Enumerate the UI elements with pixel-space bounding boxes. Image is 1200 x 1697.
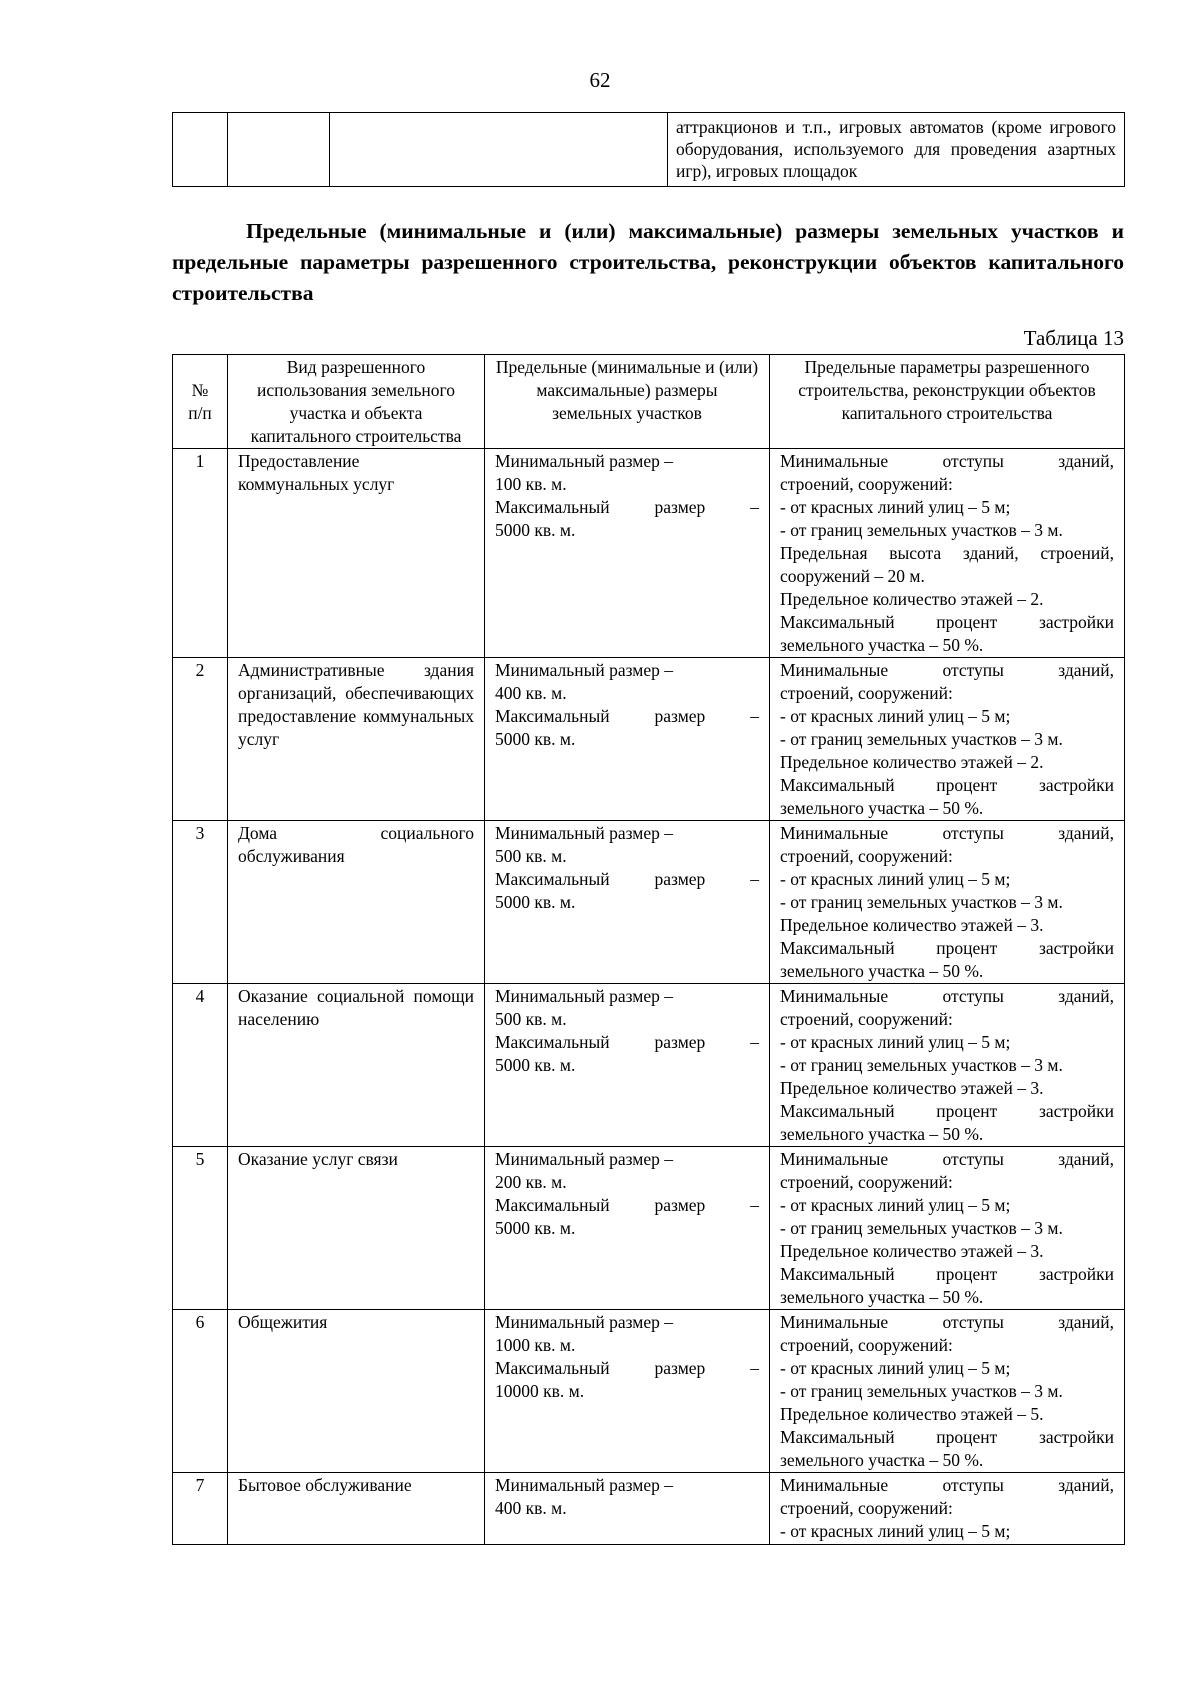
cell-params: [770, 1473, 1125, 1545]
table-row: [173, 113, 1125, 187]
cell-use: [228, 1473, 485, 1545]
cell-use-text: Бытовое обслуживание: [238, 1475, 412, 1495]
cell-params-line: Предельное количество этажей – 2.: [780, 589, 1044, 609]
cell-params-line: Минимальные отступы зданий,: [780, 823, 1114, 843]
cell-params-line: Максимальный процент застройки: [780, 938, 1114, 958]
cell-params-line: - от границ земельных участков – 3 м.: [780, 892, 1063, 912]
cell-params-line: Минимальные отступы зданий,: [780, 986, 1114, 1006]
cell-params: [770, 658, 1125, 821]
cell-size-line: Минимальный размер –: [495, 986, 674, 1006]
table-row: [173, 821, 1125, 984]
cell-use-text: Оказание услуг связи: [238, 1149, 398, 1169]
cell-params-line: - от границ земельных участков – 3 м.: [780, 729, 1063, 749]
cell-params-line: Предельное количество этажей – 2.: [780, 752, 1044, 772]
cell-use: [228, 1310, 485, 1473]
continuation-table: [172, 112, 1125, 187]
cell-size-line: Минимальный размер –: [495, 1149, 674, 1169]
cell-size-line: 5000 кв. м.: [495, 1055, 576, 1075]
cell-size: [485, 1147, 770, 1310]
cell-params-line: Максимальный процент застройки: [780, 1427, 1114, 1447]
continuation-text: аттракционов и т.п., игровых автоматов (кроме игрового оборудования, используемого для проведения азартных игр), игровых площадок: [668, 113, 1125, 187]
empty-cell: [173, 113, 228, 187]
cell-num: 4: [173, 984, 228, 1147]
cell-size-line: 500 кв. м.: [495, 846, 567, 866]
cell-num: 5: [173, 1147, 228, 1310]
cell-size-line: 400 кв. м.: [495, 1498, 567, 1518]
cell-size: [485, 658, 770, 821]
cell-params-line: - от красных линий улиц – 5 м;: [780, 1032, 1011, 1052]
limits-table: [172, 354, 1125, 1545]
cell-params-line: Минимальные отступы зданий,: [780, 1149, 1114, 1169]
table-header-row: [173, 355, 1125, 449]
cell-params-line: Минимальные отступы зданий,: [780, 660, 1114, 680]
cell-params: [770, 984, 1125, 1147]
cell-params-line: Предельное количество этажей – 3.: [780, 1078, 1044, 1098]
cell-params-line: - от красных линий улиц – 5 м;: [780, 706, 1011, 726]
cell-size: [485, 821, 770, 984]
cell-use: [228, 449, 485, 658]
cell-size-line: 5000 кв. м.: [495, 520, 576, 540]
cell-params-line: - от красных линий улиц – 5 м;: [780, 869, 1011, 889]
cell-params: [770, 821, 1125, 984]
cell-params-line: Максимальный процент застройки: [780, 612, 1114, 632]
cell-params-line: - от границ земельных участков – 3 м.: [780, 1381, 1063, 1401]
cell-params-line: Предельное количество этажей – 5.: [780, 1404, 1044, 1424]
cell-use: [228, 821, 485, 984]
cell-use: [228, 984, 485, 1147]
header-size: Предельные (минимальные и (или) максимальные) размеры земельных участков: [485, 355, 770, 449]
table-row: [173, 1147, 1125, 1310]
cell-params-line: Минимальные отступы зданий,: [780, 451, 1114, 471]
cell-params-line: земельного участка – 50 %.: [780, 635, 984, 655]
table-row: [173, 1310, 1125, 1473]
cell-size-line: 500 кв. м.: [495, 1009, 567, 1029]
cell-use-text: Общежития: [238, 1312, 328, 1332]
cell-params-line: Предельное количество этажей – 3.: [780, 1241, 1044, 1261]
cell-params-line: строений, сооружений:: [780, 683, 953, 703]
cell-num: 1: [173, 449, 228, 658]
cell-params-line: земельного участка – 50 %.: [780, 961, 984, 981]
cell-size-line: Максимальный размер –: [495, 1358, 759, 1378]
table-caption: Таблица 13: [1023, 326, 1124, 350]
cell-size-line: Минимальный размер –: [495, 660, 674, 680]
cell-size-line: Минимальный размер –: [495, 451, 674, 471]
cell-size-line: Максимальный размер –: [495, 706, 759, 726]
cell-use: [228, 658, 485, 821]
cell-params-line: - от границ земельных участков – 3 м.: [780, 1218, 1063, 1238]
cell-num: 2: [173, 658, 228, 821]
cell-size-line: 5000 кв. м.: [495, 892, 576, 912]
cell-num: 7: [173, 1473, 228, 1545]
table-row: [173, 1473, 1125, 1545]
cell-params-line: - от границ земельных участков – 3 м.: [780, 1055, 1063, 1075]
header-use: Вид разрешенного использования земельного участка и объекта капитального строительства: [228, 355, 485, 449]
cell-use-text: Дома социального обслуживания: [238, 823, 474, 866]
cell-params-line: строений, сооружений:: [780, 1498, 953, 1518]
table-row: [173, 658, 1125, 821]
cell-params-line: земельного участка – 50 %.: [780, 1287, 984, 1307]
cell-params-line: - от красных линий улиц – 5 м;: [780, 497, 1011, 517]
cell-num: 6: [173, 1310, 228, 1473]
cell-use: [228, 1147, 485, 1310]
cell-params-line: земельного участка – 50 %.: [780, 798, 984, 818]
cell-size-line: 1000 кв. м.: [495, 1335, 576, 1355]
table-row: [173, 984, 1125, 1147]
cell-params-line: строений, сооружений:: [780, 474, 953, 494]
cell-size-line: Максимальный размер –: [495, 1195, 759, 1215]
cell-size-line: 100 кв. м.: [495, 474, 567, 494]
cell-size: [485, 984, 770, 1147]
cell-size-line: 10000 кв. м.: [495, 1381, 585, 1401]
cell-params-line: Минимальные отступы зданий,: [780, 1312, 1114, 1332]
cell-size: [485, 1310, 770, 1473]
cell-size-line: 400 кв. м.: [495, 683, 567, 703]
cell-size-line: 5000 кв. м.: [495, 1218, 576, 1238]
cell-use-text: Оказание социальной помощи населению: [238, 986, 474, 1029]
cell-size-line: Минимальный размер –: [495, 1312, 674, 1332]
table-row: [173, 449, 1125, 658]
header-params: Предельные параметры разрешенного строительства, реконструкции объектов капитального строительства: [770, 355, 1125, 449]
empty-cell: [330, 113, 668, 187]
cell-params-line: строений, сооружений:: [780, 1009, 953, 1029]
empty-cell: [228, 113, 330, 187]
cell-size-line: Минимальный размер –: [495, 823, 674, 843]
cell-params-line: - от границ земельных участков – 3 м.: [780, 520, 1063, 540]
cell-params-line: строений, сооружений:: [780, 846, 953, 866]
cell-num: 3: [173, 821, 228, 984]
cell-params-line: земельного участка – 50 %.: [780, 1450, 984, 1470]
cell-params-line: Максимальный процент застройки: [780, 1101, 1114, 1121]
cell-size-line: Максимальный размер –: [495, 1032, 759, 1052]
cell-params-line: сооружений – 20 м.: [780, 566, 925, 586]
cell-params-line: Минимальные отступы зданий,: [780, 1475, 1114, 1495]
section-heading: Предельные (минимальные и (или) максимальные) размеры земельных участков и предельные параметры разрешенного строительства, реконструкции объектов капитального строительства: [172, 219, 1124, 305]
cell-size: [485, 449, 770, 658]
header-num: № п/п: [173, 355, 228, 449]
cell-size-line: Минимальный размер –: [495, 1475, 674, 1495]
cell-params-line: Предельное количество этажей – 3.: [780, 915, 1044, 935]
cell-params: [770, 1147, 1125, 1310]
cell-params-line: строений, сооружений:: [780, 1335, 953, 1355]
cell-params-line: Максимальный процент застройки: [780, 775, 1114, 795]
cell-use-text: Административные здания организаций, обеспечивающих предоставление коммунальных услуг: [238, 660, 474, 749]
cell-size-line: Максимальный размер –: [495, 869, 759, 889]
cell-size-line: 5000 кв. м.: [495, 729, 576, 749]
cell-params-line: - от красных линий улиц – 5 м;: [780, 1358, 1011, 1378]
cell-size-line: 200 кв. м.: [495, 1172, 567, 1192]
page-number: 62: [589, 68, 611, 92]
cell-params-line: земельного участка – 50 %.: [780, 1124, 984, 1144]
cell-params-line: - от красных линий улиц – 5 м;: [780, 1195, 1011, 1215]
cell-params-line: Максимальный процент застройки: [780, 1264, 1114, 1284]
cell-params-line: - от красных линий улиц – 5 м;: [780, 1521, 1011, 1541]
cell-size: [485, 1473, 770, 1545]
cell-use-text: Предоставление коммунальных услуг: [238, 451, 395, 494]
cell-params: [770, 1310, 1125, 1473]
cell-params-line: Предельная высота зданий, строений,: [780, 543, 1114, 563]
cell-params-line: строений, сооружений:: [780, 1172, 953, 1192]
cell-size-line: Максимальный размер –: [495, 497, 759, 517]
cell-params: [770, 449, 1125, 658]
